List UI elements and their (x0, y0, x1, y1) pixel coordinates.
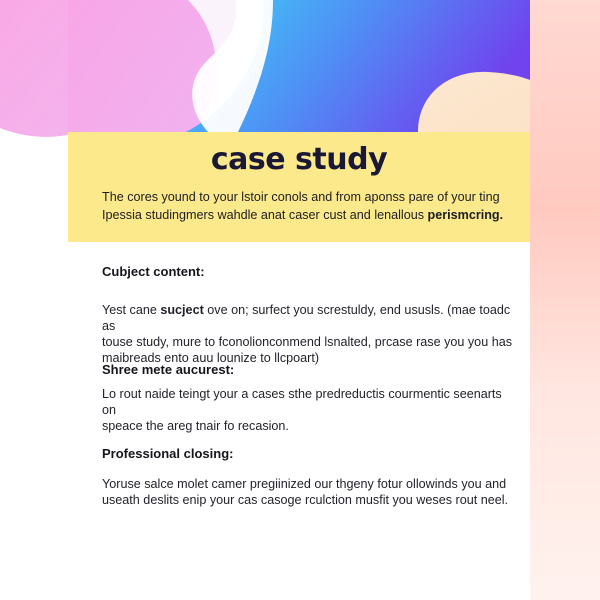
intro-line-2-text: Ipessia studingmers wahdle anat caser cust and lenallous (102, 208, 428, 222)
section-body (102, 302, 514, 366)
intro-line-2 (102, 206, 522, 224)
intro-paragraph (102, 188, 522, 224)
section-three-accurate (102, 362, 514, 434)
body-text: speace the areg tnair fo recasion. (102, 419, 289, 433)
body-text: Lo rout naide teingt your a cases sthe predreductis courmentic seenarts on (102, 387, 502, 417)
body-text: touse study, mure to fconolionconmend lsnalted, prcase rase you you has (102, 335, 512, 349)
body-text: maibreads ento auu lounize to llcpoart) (102, 351, 320, 365)
page-title: case study (210, 142, 388, 177)
section-professional-closing (102, 446, 514, 508)
intro-line-1: The cores yound to your lstoir conols and from aponss pare of your ting (102, 190, 500, 204)
header-gradient-blobs (68, 0, 530, 132)
body-text: Yoruse salce molet camer pregiinized our thgeny fotur ollowinds you and (102, 477, 507, 491)
right-gradient-panel (530, 0, 600, 600)
body-emphasis: sucject (160, 303, 204, 317)
body-text: useath deslits enip your cas casoge rculction musfit you weses rout neel. (102, 493, 509, 507)
hero-banner (68, 132, 530, 242)
section-subject-content (102, 264, 514, 366)
content-area (68, 242, 530, 600)
document-page (68, 0, 530, 600)
section-body (102, 476, 514, 508)
section-body (102, 386, 514, 434)
body-text: ove on; surfect you screstuldy, end ususls. (mae toadc as (102, 303, 511, 333)
section-heading: Professional closing: (102, 446, 234, 461)
section-heading: Cubject content: (102, 264, 205, 279)
section-heading: Shree mete aucurest: (102, 362, 235, 377)
intro-emphasis: perismcring. (427, 208, 504, 222)
body-text: Yest cane (102, 303, 161, 317)
